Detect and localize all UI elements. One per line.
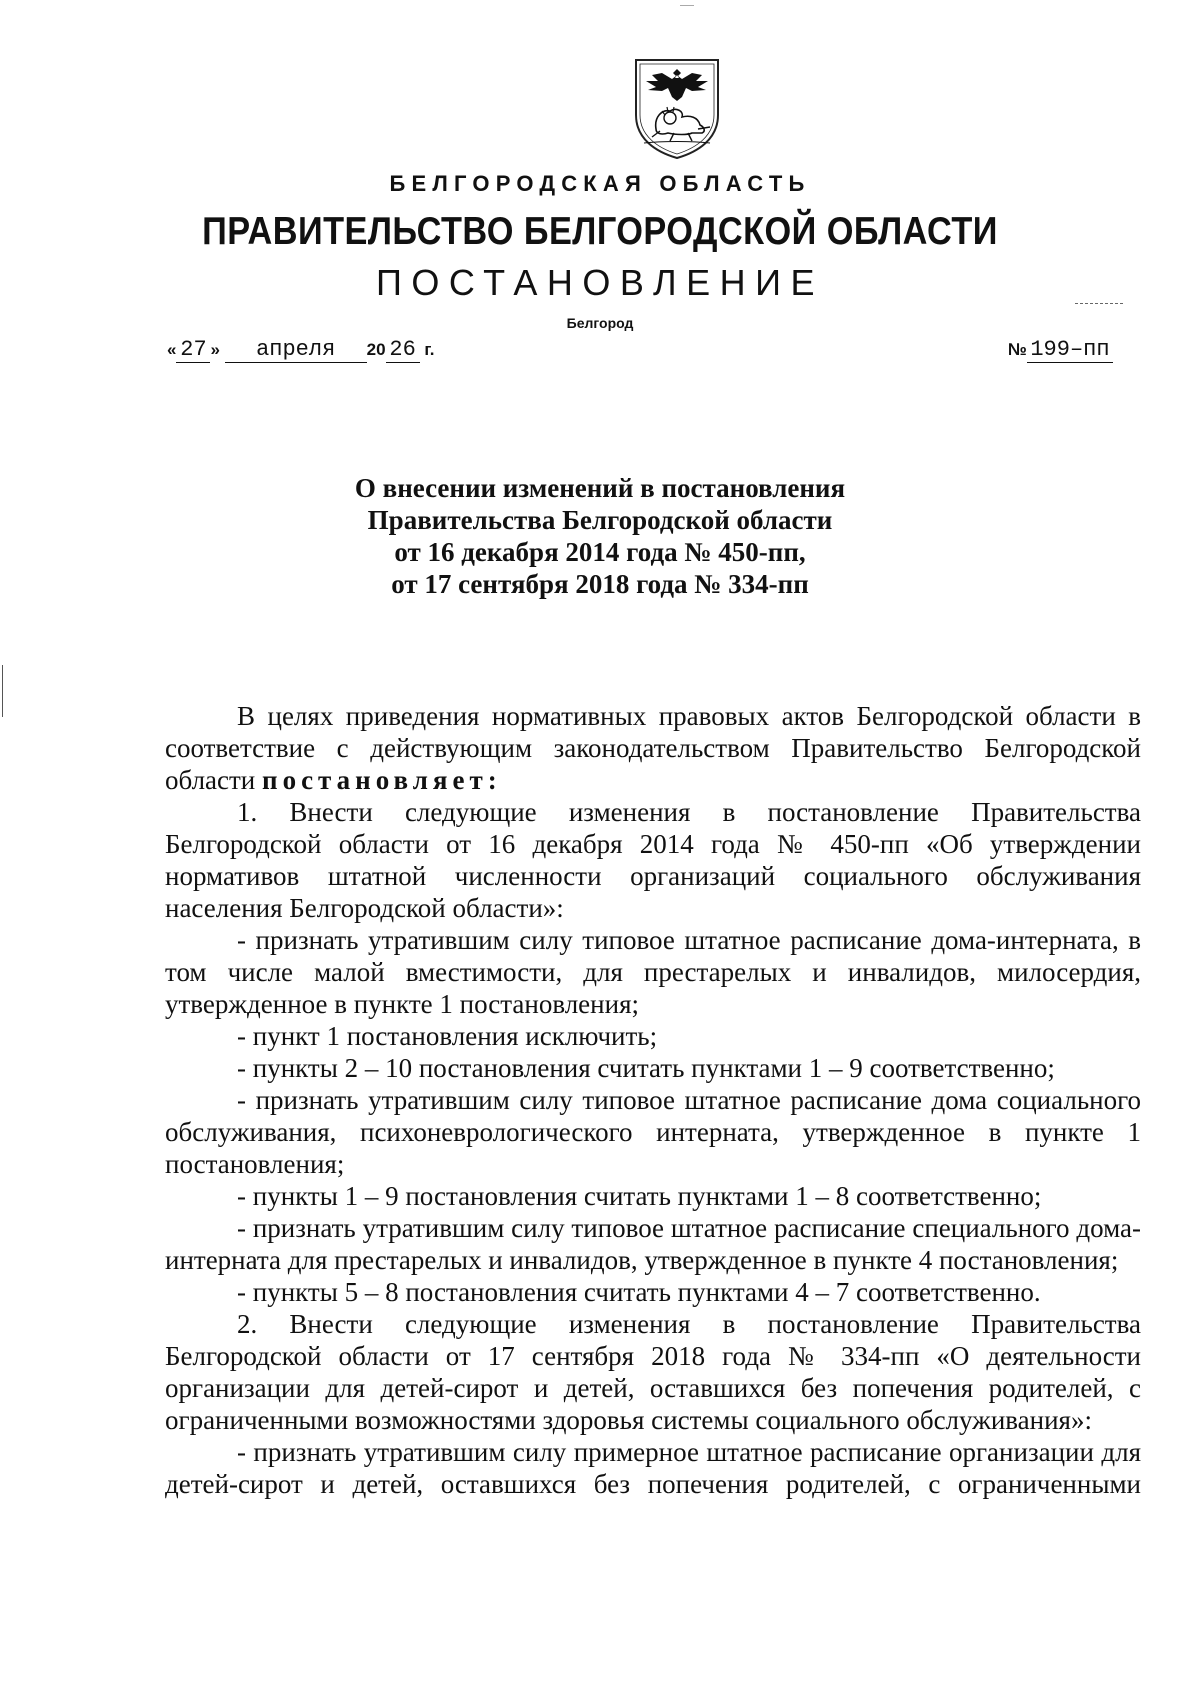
document-title	[0, 472, 1200, 600]
subitem-paragraph: - признать утратившим силу примерное штатное расписание организации для детей-сирот и детей, оставшихся без попечения родителей, с ограниченными	[165, 1437, 1141, 1499]
preamble-verb: постановляет:	[262, 765, 502, 795]
document-type: ПОСТАНОВЛЕНИЕ	[375, 262, 825, 303]
date-month: апреля	[225, 337, 367, 363]
region-heading: БЕЛГОРОДСКАЯ ОБЛАСТЬ	[389, 171, 811, 196]
preamble-text: В целях приведения нормативных правовых актов Белгородской области в соответствие с действующим законодательством Правительство Белгородской области	[165, 701, 1141, 795]
subitem-paragraph: - пункт 1 постановления исключить;	[237, 1021, 658, 1051]
item-paragraph: 1. Внести следующие изменения в постановление Правительства Белгородской области от 16 декабря 2014 года № 450-пп «Об утверждении нормативов штатной численности организаций социального обслуживания населения Белгородской области»:	[165, 797, 1141, 923]
number-value: 199–пп	[1027, 337, 1113, 363]
government-heading: ПРАВИТЕЛЬСТВО БЕЛГОРОДСКОЙ ОБЛАСТИ	[202, 210, 998, 253]
date-year-prefix: 20	[366, 340, 386, 359]
coat-of-arms-icon	[632, 57, 722, 161]
title-line: О внесении изменений в постановления	[354, 473, 846, 503]
subitem-paragraph: - пункты 5 – 8 постановления считать пунктами 4 – 7 соответственно.	[237, 1277, 1041, 1307]
date-year-unit: г.	[424, 340, 435, 359]
subitem-paragraph: - признать утратившим силу типовое штатное расписание дома социального обслуживания, психоневрологического интерната, утвержденное в пункте 1 постановления;	[165, 1085, 1141, 1179]
scan-mark-left	[2, 665, 3, 717]
document-date	[167, 337, 434, 367]
document-number	[1008, 337, 1113, 363]
title-line: от 16 декабря 2014 года № 450-пп,	[394, 537, 806, 567]
date-quote-open: «	[167, 340, 177, 359]
date-year-suffix: 26	[386, 337, 420, 363]
document-body	[165, 700, 1141, 1500]
scan-mark-top	[680, 5, 694, 7]
subitem-paragraph: - признать утратившим силу типовое штатное расписание специального дома-интерната для престарелых и инвалидов, утвержденное в пункте 4 постановления;	[165, 1213, 1141, 1275]
subitem-paragraph: - пункты 1 – 9 постановления считать пунктами 1 – 8 соответственно;	[237, 1181, 1042, 1211]
title-line: Правительства Белгородской области	[367, 505, 833, 535]
item-paragraph: 2. Внести следующие изменения в постановление Правительства Белгородской области от 17 сентября 2018 года № 334-пп «О деятельности организации для детей-сирот и детей, оставшихся без попечения родителей, с ограниченными возможностями здоровья системы социального обслуживания»:	[165, 1309, 1141, 1435]
city-label: Белгород	[566, 315, 634, 331]
preamble-paragraph	[165, 700, 1141, 796]
number-prefix: №	[1008, 340, 1027, 359]
scan-mark-dash	[1075, 303, 1123, 305]
subitem-paragraph: - пункты 2 – 10 постановления считать пунктами 1 – 9 соответственно;	[237, 1053, 1055, 1083]
date-quote-close: »	[210, 340, 220, 359]
date-day: 27	[176, 337, 210, 363]
title-line: от 17 сентября 2018 года № 334-пп	[391, 569, 809, 599]
subitem-paragraph: - признать утратившим силу типовое штатное расписание дома-интерната, в том числе малой вместимости, для престарелых и инвалидов, милосердия, утвержденное в пункте 1 постановления;	[165, 925, 1141, 1019]
